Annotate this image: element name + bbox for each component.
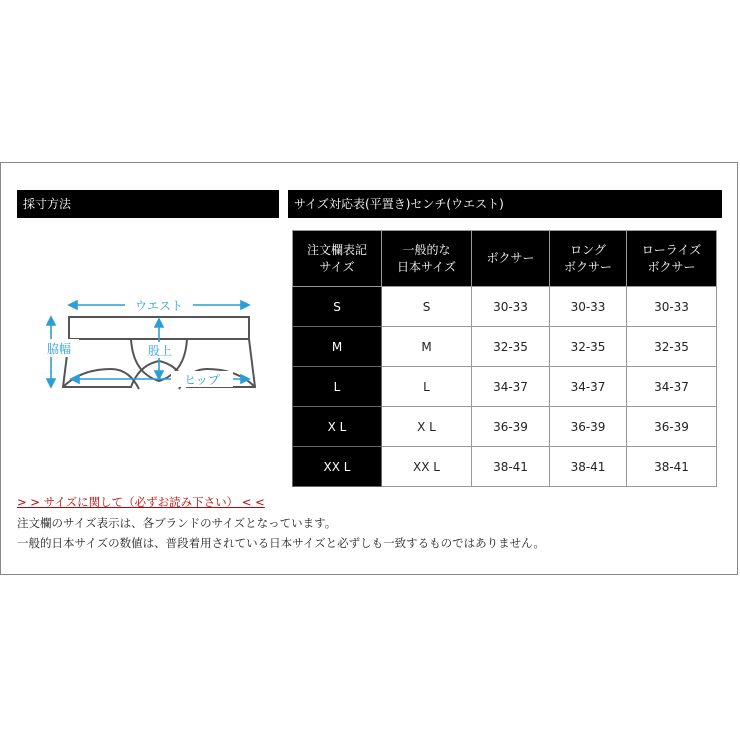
- table-cell: 36-39: [627, 407, 717, 447]
- table-cell: M: [382, 327, 472, 367]
- column-header: ボクサー: [472, 231, 550, 287]
- table-cell: 32-35: [627, 327, 717, 367]
- table-header-row: [293, 231, 717, 287]
- size-table: [292, 230, 717, 487]
- size-table-header: サイズ対応表(平置き)センチ(ウエスト): [288, 190, 722, 218]
- table-cell: 30-33: [472, 287, 550, 327]
- table-cell: 32-35: [550, 327, 627, 367]
- order-size-cell: XX L: [293, 447, 382, 487]
- table-cell: 38-41: [550, 447, 627, 487]
- table-cell: S: [382, 287, 472, 327]
- table-cell: X L: [382, 407, 472, 447]
- table-cell: 36-39: [550, 407, 627, 447]
- measurement-method-header: 採寸方法: [17, 190, 279, 218]
- table-cell: L: [382, 367, 472, 407]
- table-row: [293, 447, 717, 487]
- column-header: ロング ボクサー: [550, 231, 627, 287]
- waist-label: ウエスト: [134, 299, 184, 313]
- side-width-label: 脇幅: [46, 342, 72, 356]
- size-chart-panel: [0, 162, 738, 575]
- order-size-cell: M: [293, 327, 382, 367]
- table-cell: 30-33: [550, 287, 627, 327]
- table-row: [293, 327, 717, 367]
- hip-label: ヒップ: [184, 373, 220, 387]
- table-cell: 36-39: [472, 407, 550, 447]
- table-cell: 38-41: [472, 447, 550, 487]
- size-notice-line: 注文欄のサイズ表示は、各ブランドのサイズとなっています。: [17, 516, 337, 530]
- table-row: [293, 287, 717, 327]
- size-notice-heading: > > サイズに関して（必ずお読み下さい） < <: [17, 495, 265, 509]
- column-header: 一般的な 日本サイズ: [382, 231, 472, 287]
- column-header: ローライズ ボクサー: [627, 231, 717, 287]
- table-cell: 34-37: [627, 367, 717, 407]
- table-cell: 30-33: [627, 287, 717, 327]
- column-header: 注文欄表記 サイズ: [293, 231, 382, 287]
- table-cell: 38-41: [627, 447, 717, 487]
- size-notice-line: 一般的日本サイズの数値は、普段着用されている日本サイズと必ずしも一致するものではありません。: [17, 536, 545, 550]
- table-cell: 34-37: [550, 367, 627, 407]
- table-row: [293, 367, 717, 407]
- table-cell: XX L: [382, 447, 472, 487]
- order-size-cell: X L: [293, 407, 382, 447]
- table-row: [293, 407, 717, 447]
- table-cell: 32-35: [472, 327, 550, 367]
- order-size-cell: S: [293, 287, 382, 327]
- order-size-cell: L: [293, 367, 382, 407]
- boxer-measurement-diagram: [21, 283, 261, 408]
- table-cell: 34-37: [472, 367, 550, 407]
- rise-label: 股上: [147, 344, 173, 358]
